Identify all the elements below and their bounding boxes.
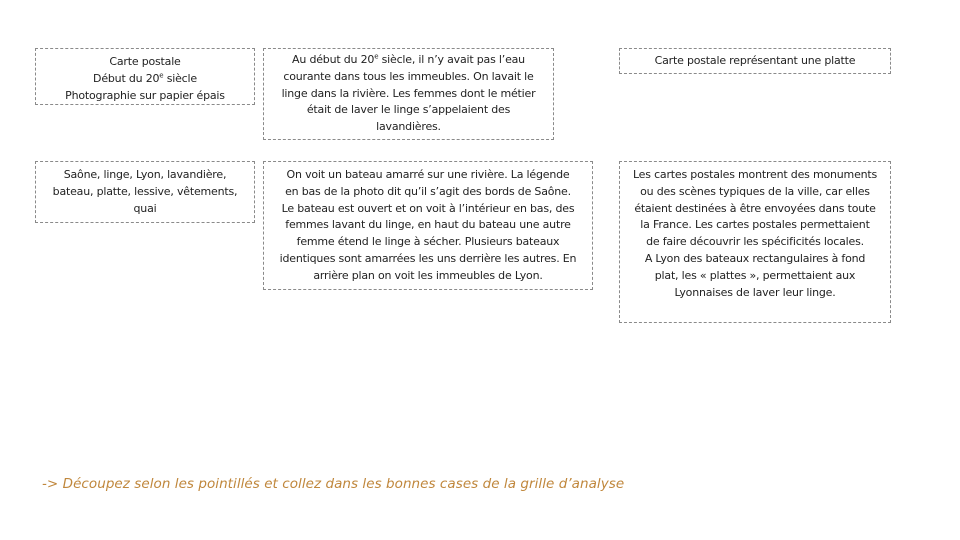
card-text-line: A Lyon des bateaux rectangulaires à fond bbox=[644, 251, 866, 265]
cutout-card-context bbox=[263, 48, 554, 140]
cutout-card-interpretation bbox=[619, 161, 891, 323]
card-text-line: Carte postale bbox=[109, 55, 181, 68]
text-segment: siècle, il n’y avait pas l’eau bbox=[378, 53, 525, 66]
card-text-line: femmes lavant du linge, en haut du bateau une autre bbox=[285, 218, 571, 232]
card-text-line: Le bateau est ouvert et on voit à l’intérieur en bas, des bbox=[281, 201, 575, 215]
card-text-line: femme étend le linge à sécher. Plusieurs bateaux bbox=[296, 235, 560, 249]
card-text-line: courante dans tous les immeubles. On lavait le bbox=[283, 69, 534, 83]
card-text-line: plat, les « plattes », permettaient aux bbox=[654, 268, 856, 282]
card-text-line: Photographie sur papier épais bbox=[65, 88, 225, 102]
cutout-card-source bbox=[35, 48, 255, 105]
card-text-line: était de laver le linge s’appelaient des bbox=[306, 103, 511, 117]
card-text-line: arrière plan on voit les immeubles de Lyon. bbox=[313, 268, 543, 282]
card-text-line: Saône, linge, Lyon, lavandière, bbox=[63, 168, 227, 181]
superscript: e bbox=[374, 52, 379, 61]
card-text-line: Carte postale représentant une platte bbox=[654, 54, 856, 67]
card-text-line: en bas de la photo dit qu’il s’agit des bords de Saône. bbox=[285, 184, 571, 198]
superscript: e bbox=[159, 71, 164, 80]
card-text-line bbox=[270, 52, 547, 69]
card-text-line: bateau, platte, lessive, vêtements, bbox=[52, 184, 238, 198]
card-text-line: Les cartes postales montrent des monuments bbox=[632, 168, 878, 181]
card-text-line: On voit un bateau amarré sur une rivière. La légende bbox=[286, 168, 570, 181]
card-text-line: linge dans la rivière. Les femmes dont le métier bbox=[281, 86, 536, 100]
cutout-card-keywords bbox=[35, 161, 255, 223]
card-text-line: la France. Les cartes postales permettaient bbox=[640, 218, 870, 232]
text-segment: siècle bbox=[163, 71, 197, 85]
text-segment: Début du 20 bbox=[93, 71, 160, 85]
text-segment: Au début du 20 bbox=[292, 53, 375, 66]
cutout-card-title bbox=[619, 48, 891, 74]
instruction-text: -> Découpez selon les pointillés et collez dans les bonnes cases de la grille d’analyse bbox=[42, 476, 625, 492]
card-text-line bbox=[42, 71, 248, 88]
card-text-line: étaient destinées à être envoyées dans toute bbox=[634, 201, 876, 215]
card-text-line: quai bbox=[133, 201, 157, 215]
card-text-line: ou des scènes typiques de la ville, car elles bbox=[640, 184, 870, 198]
cutout-card-description bbox=[263, 161, 593, 290]
card-text-line: Lyonnaises de laver leur linge. bbox=[674, 285, 836, 299]
card-text-line: lavandières. bbox=[376, 120, 441, 134]
card-text-line: de faire découvrir les spécificités locales. bbox=[646, 235, 864, 249]
card-text-line: identiques sont amarrées les uns derrière les autres. En bbox=[279, 251, 577, 265]
